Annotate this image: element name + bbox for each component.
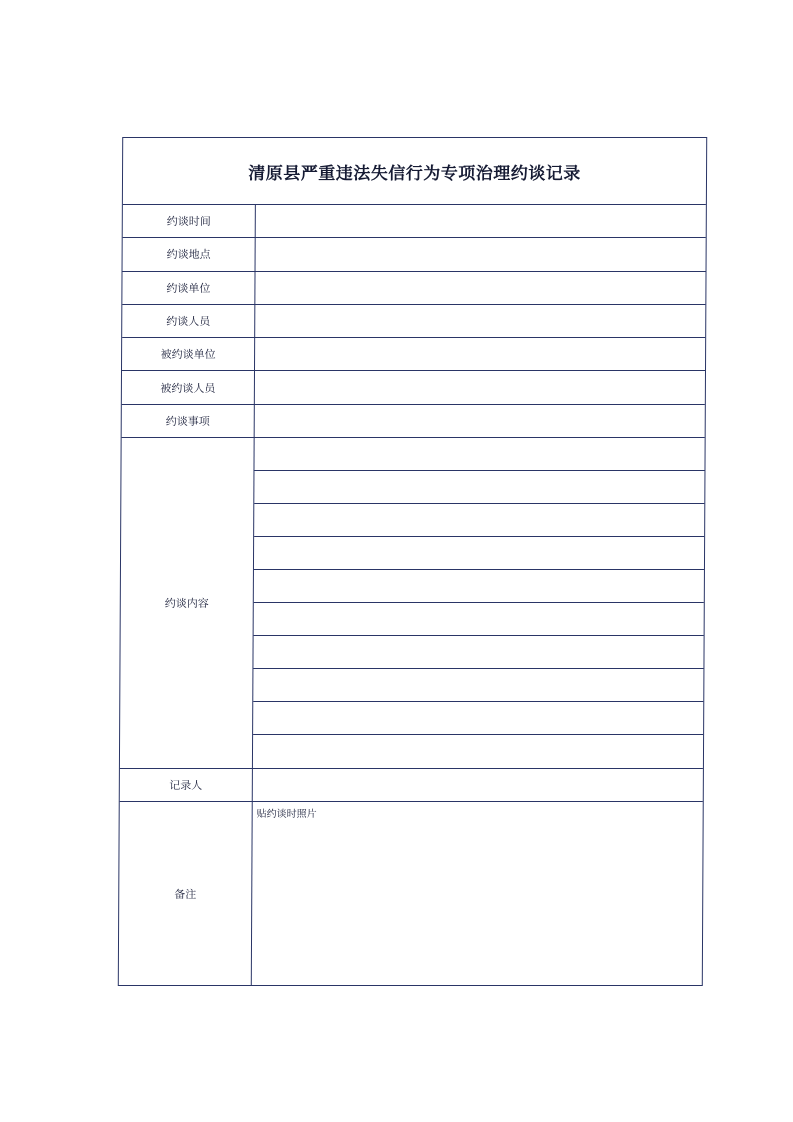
label-interview-staff: 约谈人员: [122, 305, 255, 337]
row-interview-place: [123, 238, 706, 271]
content-line[interactable]: [253, 702, 703, 735]
label-interview-matter: 约谈事项: [122, 405, 255, 437]
content-line[interactable]: [253, 735, 703, 768]
label-interviewed-staff: 被约谈人员: [122, 371, 255, 403]
form-title: 清原县严重违法失信行为专项治理约谈记录: [123, 138, 706, 205]
content-line[interactable]: [253, 636, 703, 669]
field-interview-time[interactable]: [256, 205, 706, 237]
field-interview-unit[interactable]: [255, 272, 705, 304]
remark-photo-note: 贴约谈时照片: [256, 809, 317, 821]
content-line[interactable]: [254, 471, 704, 504]
row-interview-time: [123, 205, 706, 238]
field-interview-staff[interactable]: [255, 305, 705, 337]
label-interview-time: 约谈时间: [123, 205, 256, 237]
row-interviewed-staff: [122, 371, 705, 404]
content-line[interactable]: [254, 570, 704, 603]
label-remark: 备注: [119, 802, 253, 985]
content-line[interactable]: [254, 438, 704, 471]
label-interview-content: 约谈内容: [120, 438, 255, 768]
field-interview-content: [253, 438, 705, 768]
label-recorder: 记录人: [120, 769, 253, 801]
row-interview-matter: [122, 405, 705, 438]
field-interview-matter[interactable]: [255, 405, 705, 437]
field-interviewed-staff[interactable]: [255, 371, 705, 403]
field-remark[interactable]: [252, 802, 703, 985]
content-line[interactable]: [254, 603, 704, 636]
field-interviewed-unit[interactable]: [255, 338, 705, 370]
content-line[interactable]: [253, 669, 703, 702]
label-interviewed-unit: 被约谈单位: [122, 338, 255, 370]
field-interview-place[interactable]: [256, 238, 706, 270]
row-interview-content: [120, 438, 705, 769]
row-interviewed-unit: [122, 338, 705, 371]
row-interview-staff: [122, 305, 705, 338]
content-line[interactable]: [254, 537, 704, 570]
content-line[interactable]: [254, 504, 704, 537]
label-interview-place: 约谈地点: [123, 238, 256, 270]
row-recorder: [120, 769, 703, 802]
label-interview-unit: 约谈单位: [122, 272, 255, 304]
row-interview-unit: [122, 272, 705, 305]
field-recorder[interactable]: [253, 769, 703, 801]
row-remark: [119, 802, 703, 985]
interview-record-form: [118, 137, 707, 986]
